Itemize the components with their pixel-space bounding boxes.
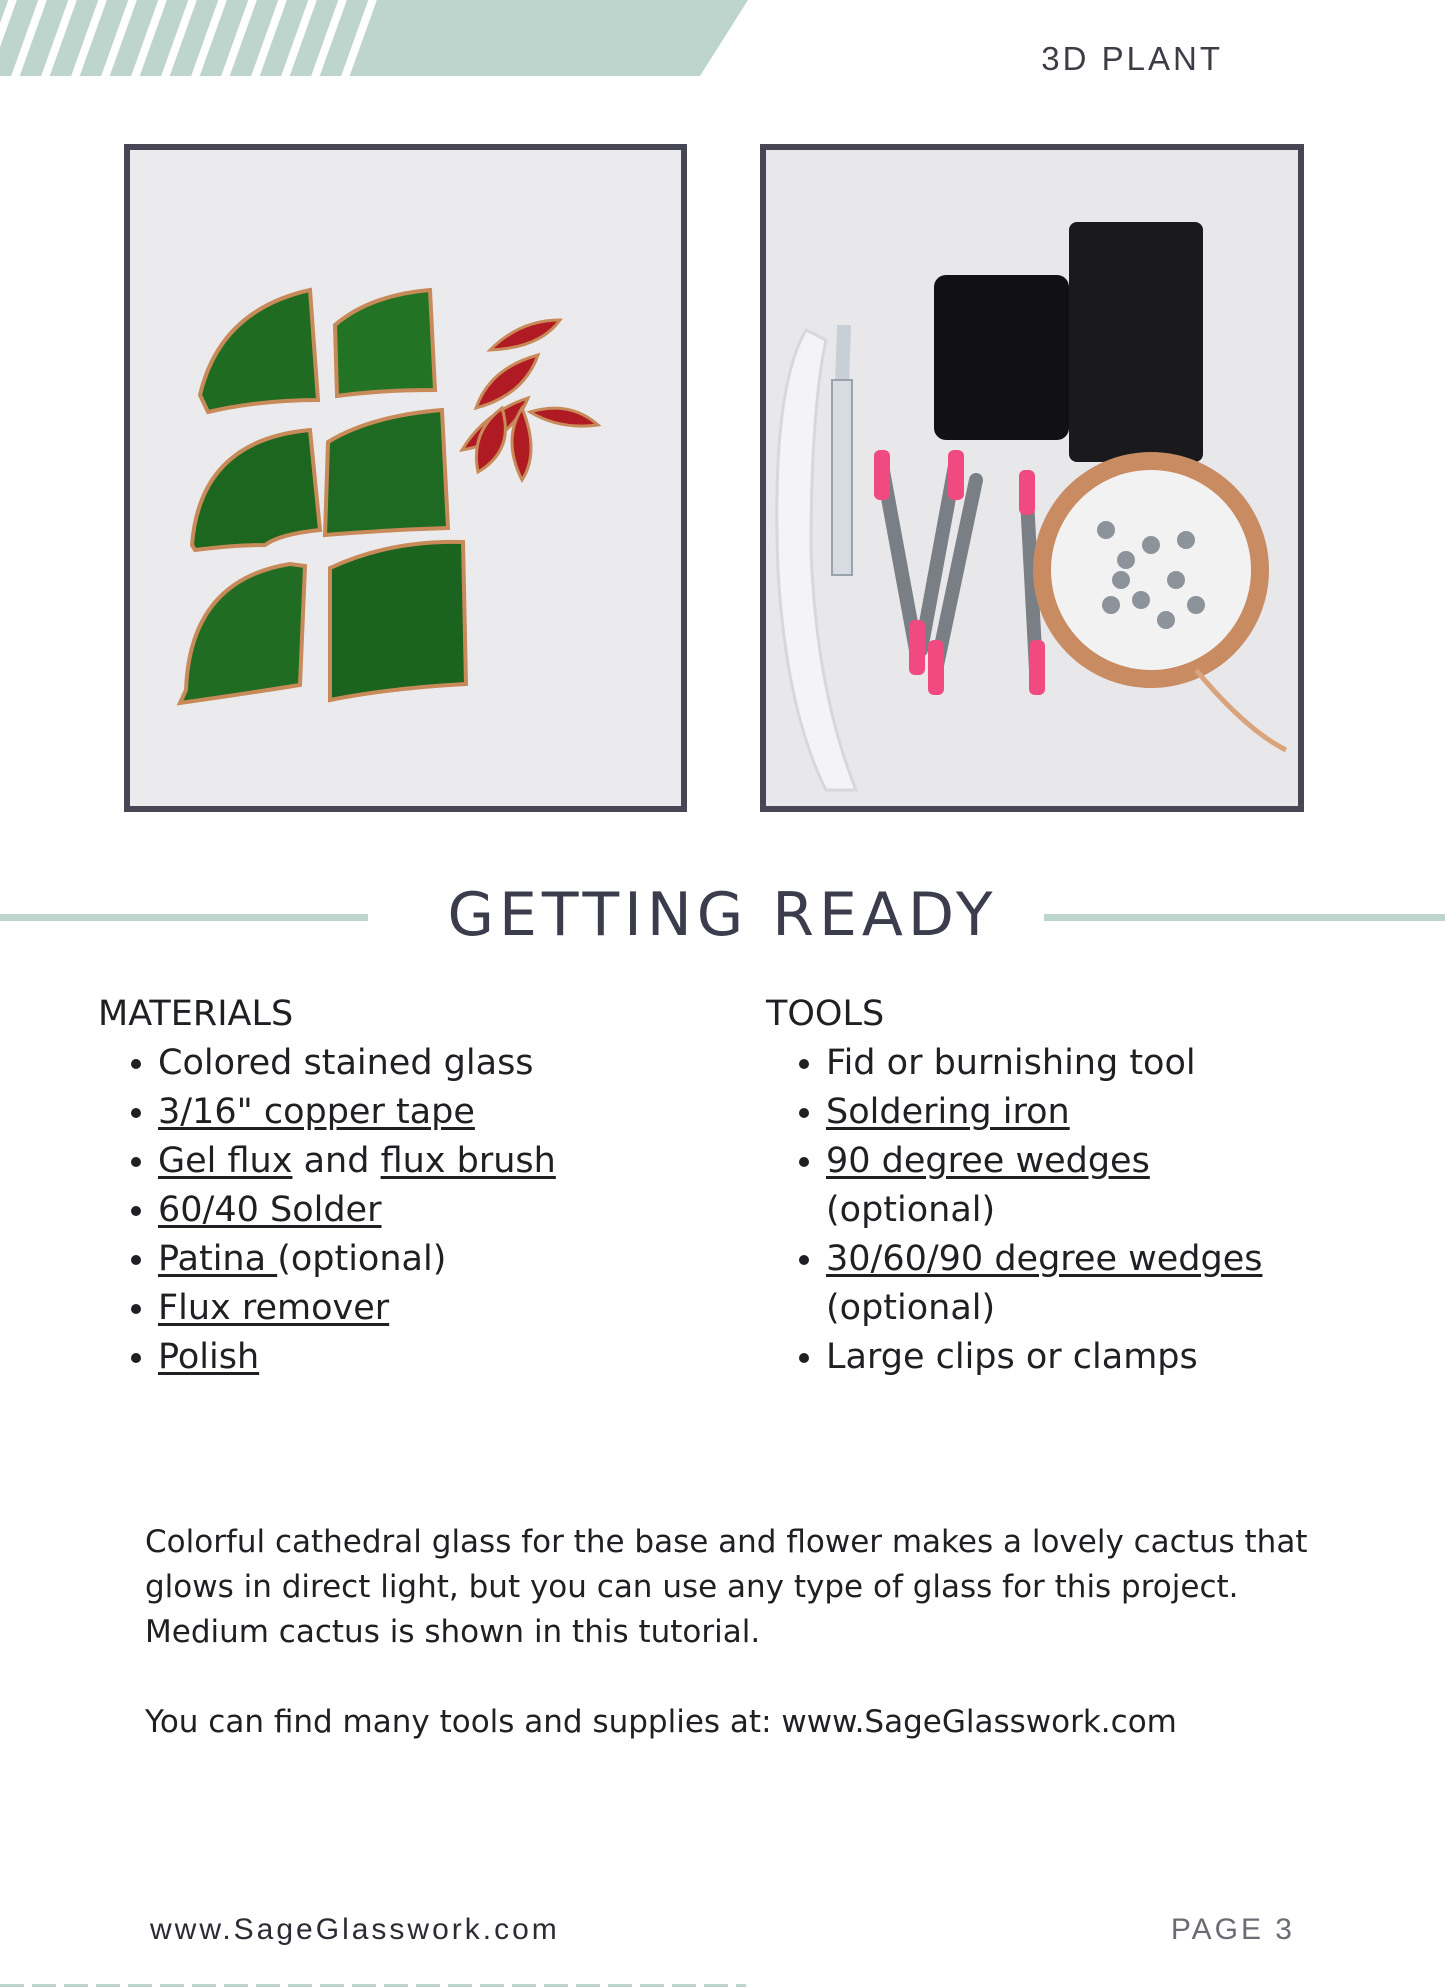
header-stripe	[0, 0, 750, 76]
polish-link[interactable]: Polish	[158, 1337, 260, 1377]
intro-paragraph: Colorful cathedral glass for the base and flower makes a lovely cactus that glows in direct light, but you can use any type of glass for this project. Medium cactus is shown in this tutorial.	[145, 1524, 1308, 1650]
page-number: PAGE 3	[1170, 1913, 1295, 1946]
list-item: • Patina (optional)	[158, 1235, 718, 1284]
supplies-paragraph: You can find many tools and supplies at: www.SageGlasswork.com	[145, 1704, 1177, 1740]
header-title: 3D PLANT	[1041, 40, 1223, 77]
patina-link[interactable]: Patina	[158, 1239, 278, 1279]
materials-list	[98, 990, 718, 1382]
90-degree-wedges-link[interactable]: 90 degree wedges	[826, 1141, 1150, 1181]
glass-pieces-photo	[124, 144, 687, 812]
list-item: • 30/60/90 degree wedges (optional)	[826, 1235, 1326, 1333]
tools-photo	[760, 144, 1304, 812]
section-title: GETTING READY	[447, 880, 998, 950]
list-item	[158, 1186, 718, 1235]
list-item: • Colored stained glass	[158, 1039, 718, 1088]
list-item: • Gel flux and flux brush	[158, 1137, 718, 1186]
list-item	[158, 1333, 718, 1382]
gel-flux-link[interactable]: Gel flux	[158, 1141, 293, 1181]
soldering-iron-link[interactable]: Soldering iron	[826, 1092, 1070, 1132]
list-item: • Fid or burnishing tool	[826, 1039, 1326, 1088]
tools-list	[766, 990, 1326, 1382]
flux-brush-link[interactable]: flux brush	[380, 1141, 556, 1181]
list-item	[158, 1088, 718, 1137]
green-glass-piece	[330, 542, 466, 700]
list-item: • Large clips or clamps	[826, 1333, 1326, 1382]
30-60-90-wedges-link[interactable]: 30/60/90 degree wedges	[826, 1239, 1263, 1279]
footer-dash-rule	[0, 1984, 746, 1987]
foam-block	[1069, 222, 1203, 462]
footer-url[interactable]: www.SageGlasswork.com	[150, 1913, 560, 1946]
list-item: • 90 degree wedges (optional)	[826, 1137, 1326, 1235]
list-item	[158, 1284, 718, 1333]
foam-block	[934, 275, 1069, 440]
list-item	[826, 1088, 1326, 1137]
tools-heading: TOOLS	[766, 994, 885, 1034]
materials-heading: MATERIALS	[98, 994, 294, 1034]
solder-link[interactable]: 60/40 Solder	[158, 1190, 382, 1230]
flux-remover-link[interactable]: Flux remover	[158, 1288, 390, 1328]
copper-tape-link[interactable]: 3/16" copper tape	[158, 1092, 475, 1132]
